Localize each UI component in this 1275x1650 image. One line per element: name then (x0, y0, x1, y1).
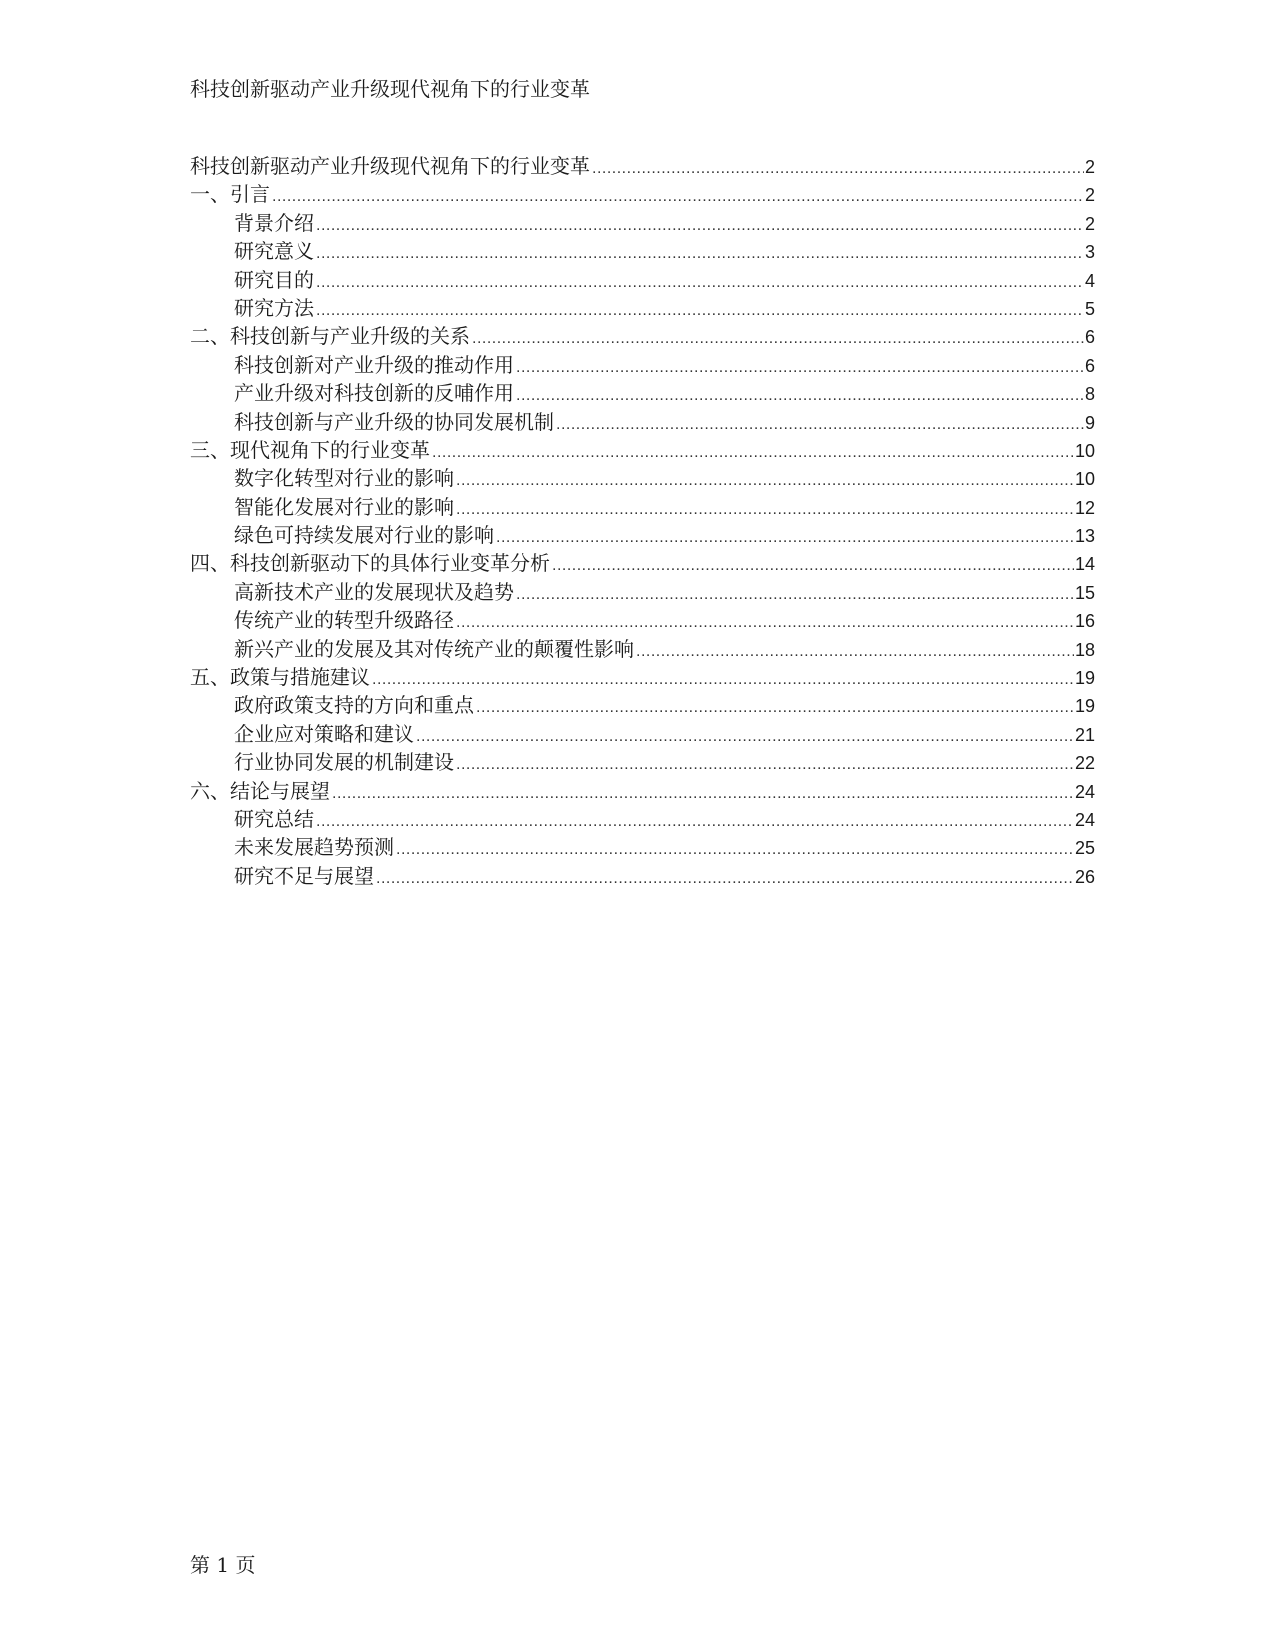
toc-dot-leader (332, 780, 1074, 808)
toc-dot-leader (456, 496, 1074, 524)
toc-entry-title: 产业升级对科技创新的反哺作用 (234, 381, 514, 406)
toc-entry-page-number: 14 (1074, 554, 1095, 575)
toc-entry-chapter[interactable] (190, 663, 1095, 691)
toc-dot-leader (592, 155, 1084, 183)
toc-entry-section[interactable] (190, 209, 1095, 237)
toc-dot-leader (476, 694, 1074, 722)
toc-dot-leader (316, 297, 1084, 325)
toc-dot-leader (432, 439, 1074, 467)
toc-dot-leader (636, 638, 1074, 666)
toc-entry-chapter[interactable] (190, 436, 1095, 464)
toc-dot-leader (516, 581, 1074, 609)
toc-entry-section[interactable] (190, 237, 1095, 265)
toc-entry-section[interactable] (190, 464, 1095, 492)
toc-dot-leader (416, 723, 1074, 751)
toc-entry-section[interactable] (190, 720, 1095, 748)
toc-entry-chapter[interactable] (190, 152, 1095, 180)
toc-entry-title: 研究目的 (234, 267, 314, 292)
toc-entry-page-number: 12 (1074, 497, 1095, 518)
toc-dot-leader (472, 325, 1084, 353)
toc-dot-leader (316, 808, 1074, 836)
toc-entry-page-number: 5 (1084, 298, 1095, 319)
toc-dot-leader (516, 354, 1084, 382)
toc-dot-leader (456, 467, 1074, 495)
toc-entry-title: 数字化转型对行业的影响 (234, 466, 454, 491)
toc-entry-page-number: 10 (1074, 440, 1095, 461)
toc-dot-leader (552, 552, 1074, 580)
toc-entry-title: 四、科技创新驱动下的具体行业变革分析 (190, 551, 550, 576)
toc-entry-page-number: 2 (1084, 213, 1095, 234)
toc-entry-page-number: 25 (1074, 838, 1095, 859)
toc-entry-title: 六、结论与展望 (190, 778, 330, 803)
toc-entry-title: 行业协同发展的机制建设 (234, 750, 454, 775)
toc-entry-page-number: 24 (1074, 809, 1095, 830)
toc-entry-page-number: 13 (1074, 526, 1095, 547)
toc-entry-section[interactable] (190, 578, 1095, 606)
toc-dot-leader (372, 666, 1074, 694)
toc-entry-title: 政府政策支持的方向和重点 (234, 693, 474, 718)
toc-entry-title: 科技创新对产业升级的推动作用 (234, 352, 514, 377)
toc-entry-page-number: 16 (1074, 611, 1095, 632)
toc-entry-page-number: 18 (1074, 639, 1095, 660)
table-of-contents (190, 152, 1095, 890)
toc-entry-section[interactable] (190, 294, 1095, 322)
toc-dot-leader (516, 382, 1084, 410)
toc-entry-page-number: 15 (1074, 582, 1095, 603)
toc-entry-section[interactable] (190, 691, 1095, 719)
toc-entry-page-number: 21 (1074, 724, 1095, 745)
toc-dot-leader (456, 609, 1074, 637)
toc-dot-leader (496, 524, 1074, 552)
toc-entry-section[interactable] (190, 379, 1095, 407)
toc-entry-page-number: 9 (1084, 412, 1095, 433)
toc-entry-title: 研究方法 (234, 295, 314, 320)
toc-entry-chapter[interactable] (190, 180, 1095, 208)
toc-entry-chapter[interactable] (190, 777, 1095, 805)
toc-entry-section[interactable] (190, 351, 1095, 379)
toc-entry-section[interactable] (190, 521, 1095, 549)
toc-entry-page-number: 10 (1074, 469, 1095, 490)
toc-entry-page-number: 19 (1074, 668, 1095, 689)
toc-entry-page-number: 2 (1084, 185, 1095, 206)
toc-entry-title: 绿色可持续发展对行业的影响 (234, 523, 494, 548)
toc-entry-title: 新兴产业的发展及其对传统产业的颠覆性影响 (234, 636, 634, 661)
toc-entry-section[interactable] (190, 833, 1095, 861)
toc-entry-title: 传统产业的转型升级路径 (234, 608, 454, 633)
toc-entry-title: 三、现代视角下的行业变革 (190, 437, 430, 462)
toc-entry-chapter[interactable] (190, 322, 1095, 350)
toc-entry-page-number: 2 (1084, 157, 1095, 177)
toc-entry-page-number: 22 (1074, 753, 1095, 774)
toc-entry-page-number: 8 (1084, 384, 1095, 405)
toc-dot-leader (316, 240, 1084, 268)
toc-entry-title: 高新技术产业的发展现状及趋势 (234, 579, 514, 604)
toc-entry-page-number: 26 (1074, 866, 1095, 887)
toc-entry-title: 科技创新与产业升级的协同发展机制 (234, 409, 554, 434)
toc-entry-title: 二、科技创新与产业升级的关系 (190, 324, 470, 349)
toc-entry-title: 研究不足与展望 (234, 863, 374, 888)
toc-dot-leader (272, 183, 1084, 211)
toc-entry-page-number: 19 (1074, 696, 1095, 717)
toc-entry-section[interactable] (190, 408, 1095, 436)
toc-dot-leader (556, 411, 1084, 439)
toc-entry-title: 背景介绍 (234, 210, 314, 235)
toc-dot-leader (316, 212, 1084, 240)
toc-entry-section[interactable] (190, 635, 1095, 663)
toc-entry-section[interactable] (190, 748, 1095, 776)
toc-entry-section[interactable] (190, 606, 1095, 634)
toc-entry-chapter[interactable] (190, 549, 1095, 577)
toc-entry-page-number: 6 (1084, 355, 1095, 376)
toc-entry-section[interactable] (190, 493, 1095, 521)
toc-entry-section[interactable] (190, 805, 1095, 833)
toc-entry-title: 智能化发展对行业的影响 (234, 494, 454, 519)
toc-entry-title: 企业应对策略和建议 (234, 721, 414, 746)
toc-entry-title: 科技创新驱动产业升级现代视角下的行业变革 (190, 154, 590, 178)
running-header-title: 科技创新驱动产业升级现代视角下的行业变革 (190, 77, 590, 101)
toc-entry-title: 研究总结 (234, 806, 314, 831)
toc-entry-title: 五、政策与措施建议 (190, 665, 370, 690)
toc-entry-section[interactable] (190, 862, 1095, 890)
toc-entry-page-number: 24 (1074, 781, 1095, 802)
toc-entry-page-number: 6 (1084, 327, 1095, 348)
toc-entry-title: 一、引言 (190, 182, 270, 207)
toc-entry-page-number: 4 (1084, 270, 1095, 291)
toc-entry-title: 未来发展趋势预测 (234, 835, 394, 860)
page-number-footer: 第 1 页 (190, 1553, 256, 1577)
toc-entry-page-number: 3 (1084, 242, 1095, 263)
toc-entry-title: 研究意义 (234, 239, 314, 264)
toc-dot-leader (316, 269, 1084, 297)
toc-dot-leader (396, 836, 1074, 864)
toc-entry-section[interactable] (190, 266, 1095, 294)
toc-dot-leader (456, 751, 1074, 779)
toc-dot-leader (376, 865, 1074, 893)
